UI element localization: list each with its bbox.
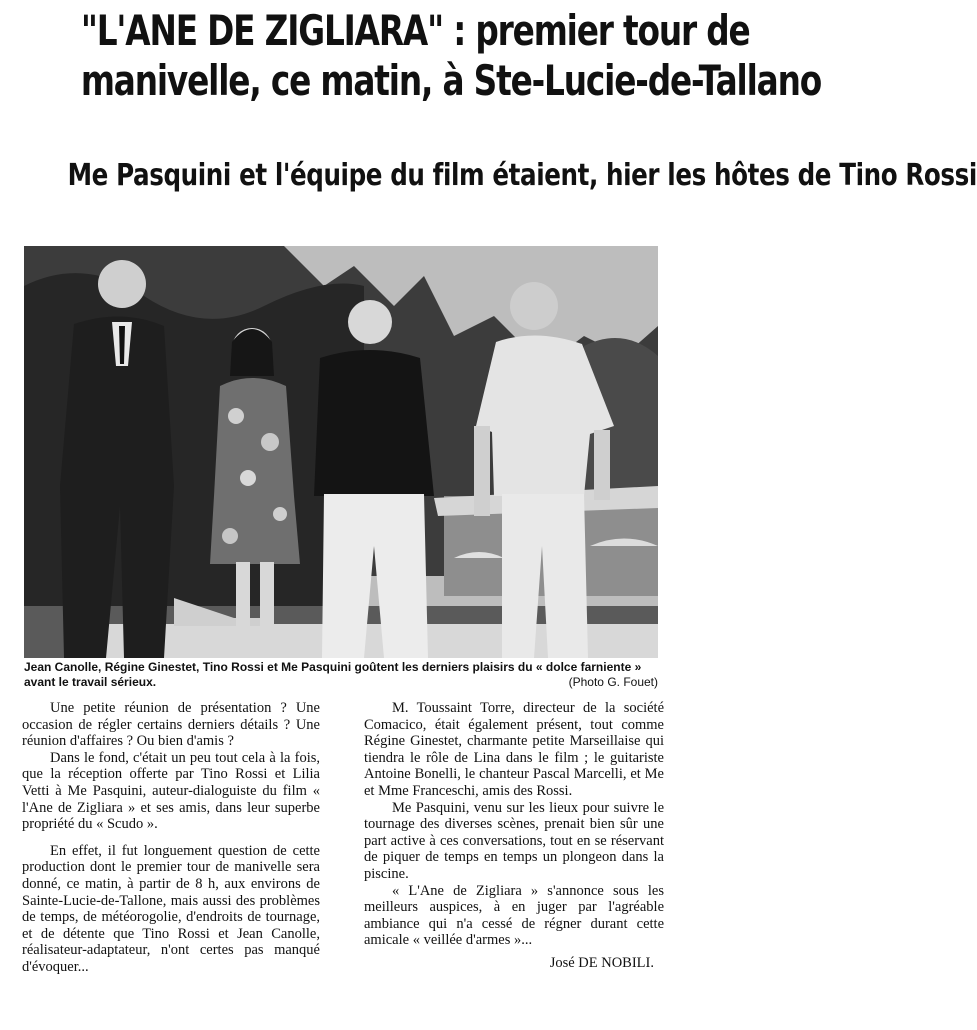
headline — [80, 6, 822, 106]
headline-line-1: "L'ANE DE ZIGLIARA" : premier tour de — [80, 6, 750, 55]
subheadline-text: Me Pasquini et l'équipe du film étaient, hier les hôtes de Tino Rossi — [67, 158, 977, 193]
paragraph: « L'Ane de Zigliara » s'annonce sous les meilleurs auspices, à en juger par l'agréable ambiance qui n'a cessé de régner durant cette amicale « veillée d'armes »... — [364, 882, 664, 949]
author-signature: José DE NOBILI. — [549, 954, 654, 971]
paragraph: Dans le fond, c'était un peu tout cela à la fois, que la réception offerte par Tino Rossi et Lilia Vetti à Me Pasquini, auteur-dialoguiste du film « l'Ane de Zigliara » et ses amis, dans leur superbe propriété du « Scudo ». — [22, 749, 320, 833]
photo-caption — [24, 660, 658, 690]
article-column-1 — [22, 700, 320, 976]
paragraph: M. Toussaint Torre, directeur de la société Comacico, était également présent, tout comme Régine Ginestet, charmante petite Marseillaise qui tiendra le rôle de Lina dans le film ; le guitariste Antoine Bonelli, le chanteur Pascal Marcelli, et Me et Mme Franceschi, amis des Rossi. — [364, 700, 664, 799]
news-photo — [24, 246, 658, 658]
photo-credit: (Photo G. Fouet) — [568, 675, 658, 689]
paragraph: En effet, il fut longuement question de cette production dont le premier tour de manivelle sera donné, ce matin, à partir de 8 h, aux environs de Sainte-Lucie-de-Tallone, mais aussi des problèmes de temps, de météorogolie, d'endroits de tournage, et de détente que Tino Rossi et Jean Canolle, réalisateur-adaptateur, n'ont certes pas manqué d'évoquer... — [22, 842, 320, 975]
article-column-2 — [364, 700, 664, 972]
headline-line-2: manivelle, ce matin, à Ste-Lucie-de-Tallano — [80, 56, 822, 105]
subheadline — [67, 156, 977, 196]
paragraph: Une petite réunion de présentation ? Une occasion de régler certains derniers détails ? Une réunion d'affaires ? Ou bien d'amis ? — [22, 700, 320, 750]
paragraph: Me Pasquini, venu sur les lieux pour suivre le tournage des diverses scènes, prenait bien sûr une part active à ces conversations, tout en se réservant de piquer de temps en temps un plongeon dans la piscine. — [364, 799, 664, 882]
caption-text: Jean Canolle, Régine Ginestet, Tino Rossi et Me Pasquini goûtent les derniers plaisirs du « dolce farniente » avant le travail sérieux. — [24, 660, 642, 689]
